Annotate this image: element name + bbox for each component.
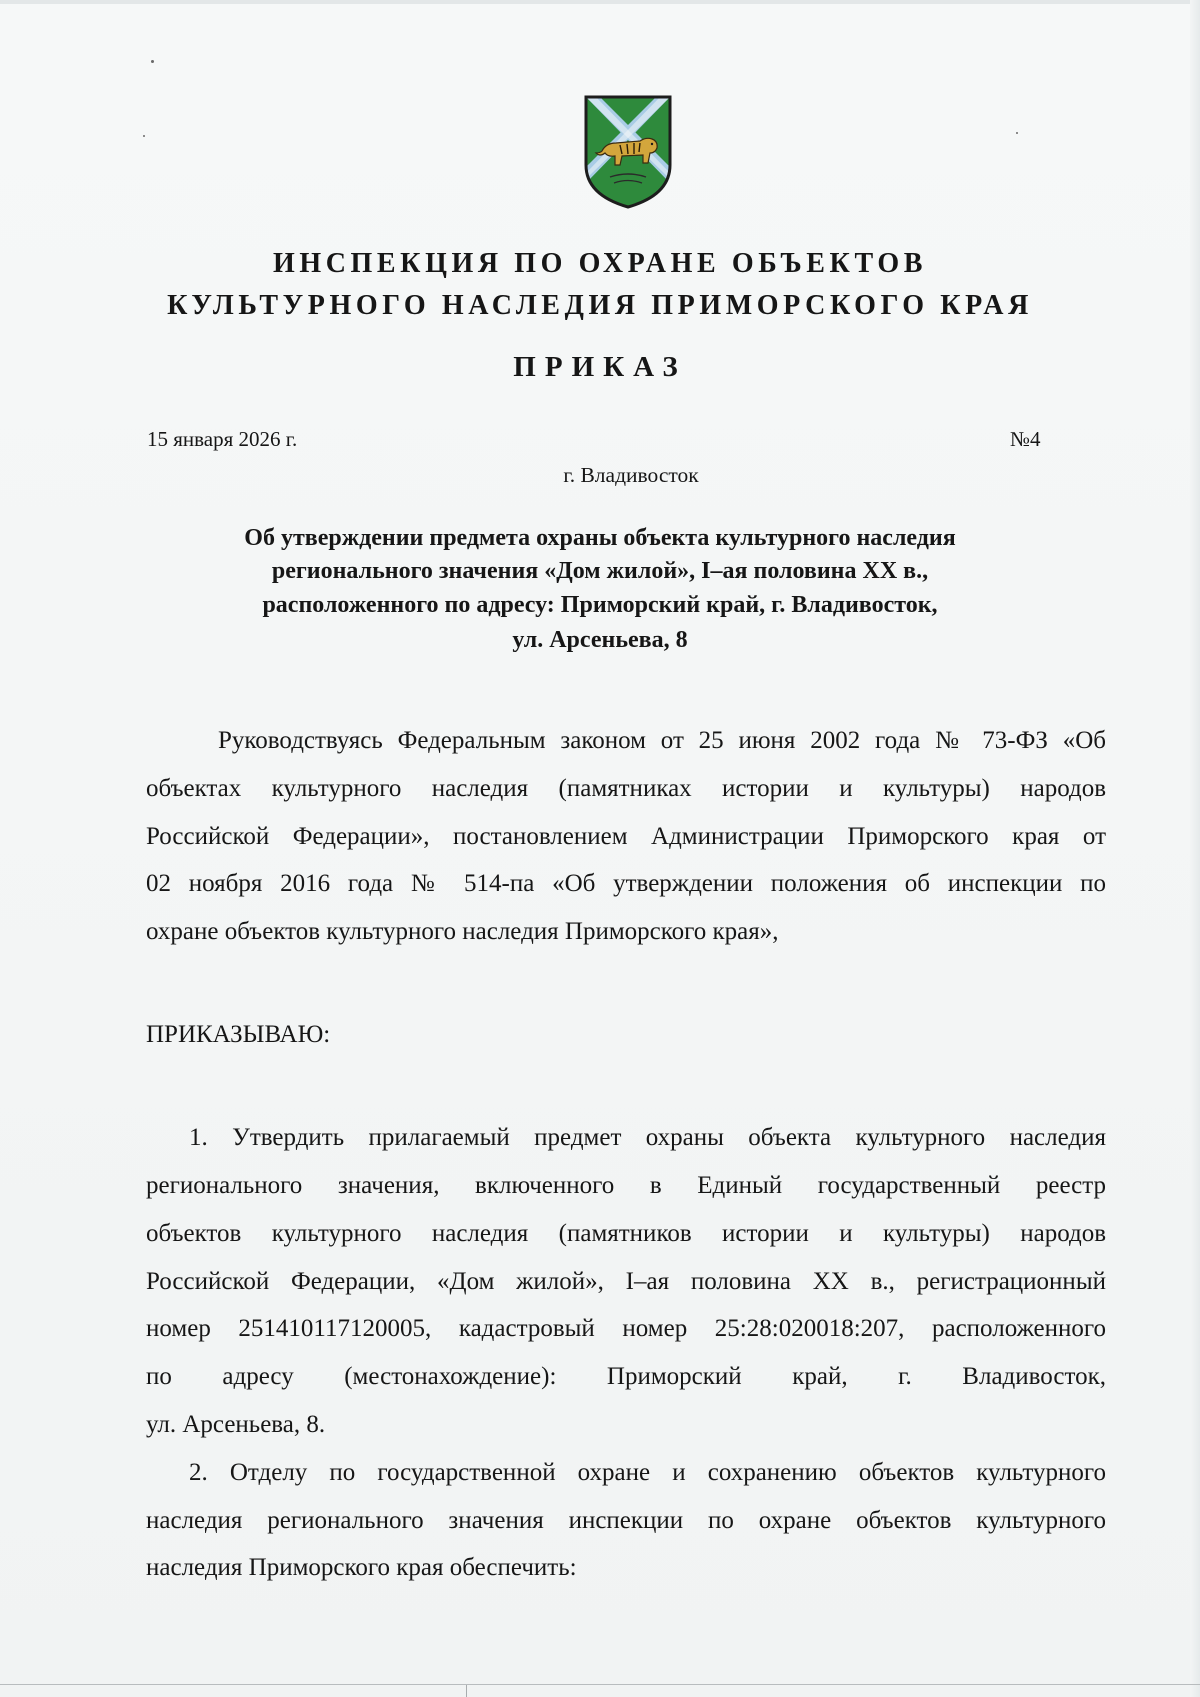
item-1-line: Российской Федерации, «Дом жилой», I–ая половина XX в., регистрационный [146,1268,1106,1295]
order-heading: ПРИКАЗЫВАЮ: [146,1021,331,1048]
subject-line: расположенного по адресу: Приморский край, г. Владивосток, [262,592,938,618]
scan-speck [151,60,154,63]
scan-edge-bottom [0,1684,1200,1685]
organization-title-line-1: ИНСПЕКЦИЯ ПО ОХРАНЕ ОБЪЕКТОВ [272,248,928,279]
item-1-line: объектов культурного наследия (памятников истории и культуры) народов [146,1220,1106,1247]
scan-speck [143,135,145,137]
preamble-line: Руководствуясь Федеральным законом от 25 июня 2002 года № 73-ФЗ «Об [218,727,1106,754]
preamble-line: Российской Федерации», постановлением Администрации Приморского края от [146,823,1106,850]
organization-title-line-2: КУЛЬТУРНОГО НАСЛЕДИЯ ПРИМОРСКОГО КРАЯ [167,290,1033,321]
scan-edge-top [0,0,1200,4]
subject-line: регионального значения «Дом жилой», I–ая половина XX в., [271,558,929,584]
item-1-line: по адресу (местонахождение): Приморский край, г. Владивосток, [146,1363,1106,1390]
item-1-line: номер 251410117120005, кадастровый номер 25:28:020018:207, расположенного [146,1315,1106,1342]
scan-edge-right [1190,0,1200,1697]
preamble-line: 02 ноября 2016 года № 514-па «Об утверждении положения об инспекции по [146,870,1106,897]
scan-speck [1016,132,1018,134]
subject-line: Об утверждении предмета охраны объекта культурного наследия [244,525,956,551]
subject-line: ул. Арсеньева, 8 [512,627,688,653]
preamble-line: объектах культурного наследия (памятниках истории и культуры) народов [146,775,1106,802]
item-1-line: ул. Арсеньева, 8. [146,1411,326,1438]
document-type: ПРИКАЗ [513,351,687,383]
coat-of-arms-icon [580,93,676,211]
document-city: г. Владивосток [563,463,699,487]
item-2-line: наследия регионального значения инспекции по охране объектов культурного [146,1507,1106,1534]
item-1-line: 1. Утвердить прилагаемый предмет охраны объекта культурного наследия [189,1124,1106,1151]
item-1-line: регионального значения, включенного в Единый государственный реестр [146,1172,1106,1199]
document-number: №4 [1010,427,1041,451]
document-date: 15 января 2026 г. [147,427,298,451]
scan-fold-mark [466,1685,467,1697]
item-2-line: 2. Отделу по государственной охране и сохранению объектов культурного [189,1459,1106,1486]
item-2-line: наследия Приморского края обеспечить: [146,1554,577,1581]
preamble-line: охране объектов культурного наследия Приморского края», [146,918,779,945]
